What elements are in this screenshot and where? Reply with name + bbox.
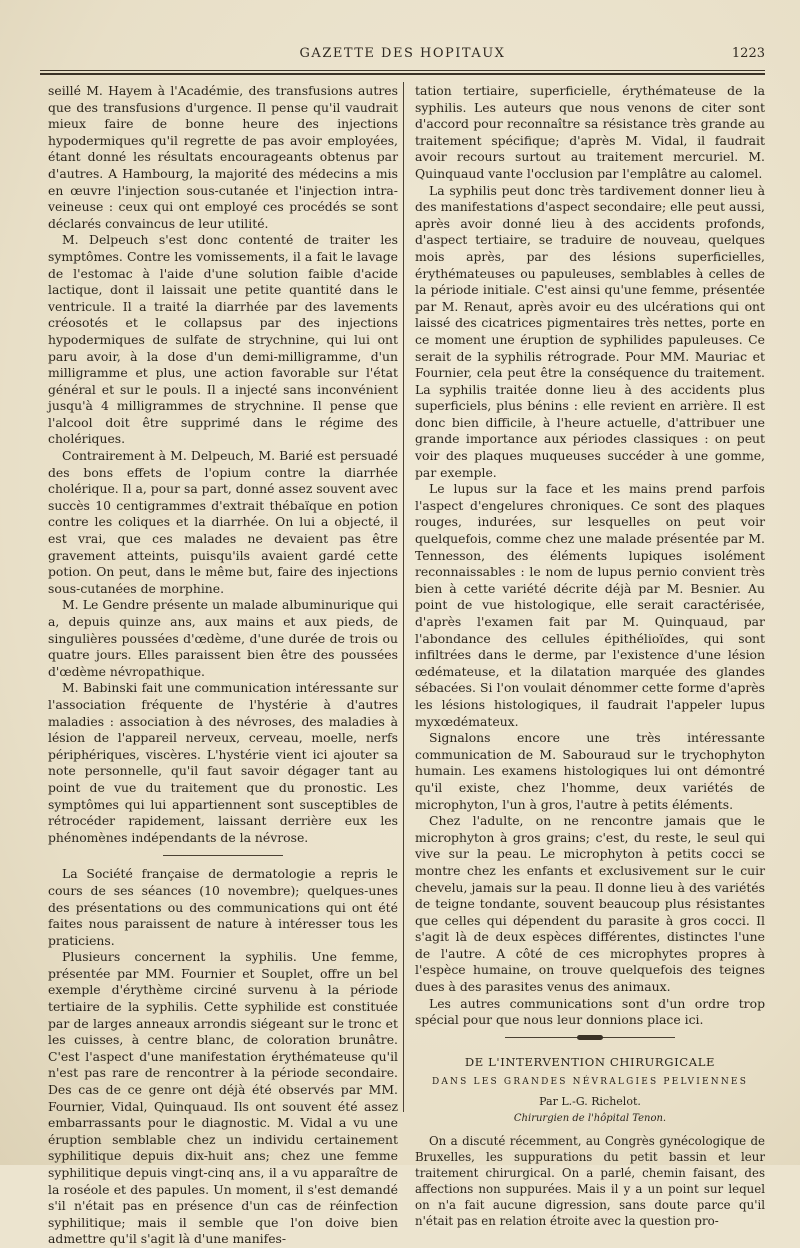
- column-divider: [403, 82, 404, 1112]
- article-body: On a discuté récemment, au Congrès gynécologique de Bruxelles, les suppurations du petit bassin et leur traitement chirurgical. On a parlé, chemin faisant, des affections non suppurées. Mais il y a un point sur lequel on n'a fait aucune digression, sans doute parce qu'il n'était pas en relation étroite avec la question pro-: [415, 1134, 765, 1229]
- paragraph: Le lupus sur la face et les mains prend parfois l'aspect d'engelures chroniques. Ce sont des plaques rouges, indurées, sur lesquelles on peut voir quelquefois, comme chez une malade présentée par M. Tennesson, des éléments lupiques isolément reconnaissables : le nom de lupus pernio convient très bien à cette variété décrite déjà par M. Besnier. Au point de vue histologique, elle serait caractérisée, d'après l'examen fait par M. Quinquaud, par l'abondance des cellules épithélioïdes, qui sont infiltrées dans le derme, par l'existence d'une lésion œdémateuse, et la dilatation marquée des glandes sébacées. Si l'on voulait dénommer cette forme d'après les lésions histologiques, il faudrait l'appeler lupus myxœdémateux.: [415, 481, 765, 729]
- article-subtitle: DANS LES GRANDES NÉVRALGIES PELVIENNES: [431, 1077, 749, 1088]
- paragraph: Chez l'adulte, on ne rencontre jamais que le microphyton à gros grains; c'est, du reste, le seul qui vive sur la peau. Le microphyton à petits cocci se montre chez les enfants et exclusivement sur le cuir chevelu, jamais sur la peau. Il donne lieu à des variétés de teigne tondante, souvent beaucoup plus résistantes que celles qui dépendent du parasite à gros cocci. Il s'agit là de deux espèces différentes, distinctes l'une de l'autre. A côté de ces microphytes propres à l'espèce humaine, on trouve quelquefois des teignes dues à des parasites venus des animaux.: [415, 813, 765, 995]
- ornament-separator: [505, 1037, 675, 1044]
- paragraph: Les autres communications sont d'un ordre trop spécial pour que nous leur donnions place ici.: [415, 995, 765, 1028]
- header-rule-thick: [40, 73, 765, 75]
- paragraph: seillé M. Hayem à l'Académie, des transfusions autres que des transfusions d'urgence. Il pense qu'il vaudrait mieux faire de bonne heure des injections hypodermiques qu'il regrette de pas avoir employées, étant donné les résultats encourageants obtenus par d'autres. A Hambourg, la majorité des médecins a mis en œuvre l'injection sous-cutanée et l'injection intra-veineuse : ceux qui ont employé ces procédés se sont déclarés convaincus de leur utilité.: [48, 83, 398, 231]
- section-separator: [163, 855, 283, 856]
- paragraph: La syphilis peut donc très tardivement donner lieu à des manifestations d'aspect secondaire; elle peut aussi, après avoir donné lieu à des accidents profonds, d'aspect tertiaire, se traduire de nouveau, quelques mois après, par des lésions superficielles, érythémateuses ou papuleuses, semblables à celles de la période initiale. C'est ainsi qu'une femme, présentée par M. Renaut, après avoir eu des ulcérations qui ont laissé des cicatrices pigmentaires très nettes, porte en ce moment une éruption de syphilides papuleuses. Ce serait de la syphilis rétrograde. Pour MM. Mauriac et Fournier, cela peut être la conséquence du traitement. La syphilis traitée donne lieu à des accidents plus superficiels, plus bénins : elle revient en arrière. Il est donc bien difficile, à l'heure actuelle, d'attribuer une grande importance aux périodes classiques : on peut voir des plaques muqueuses succéder à une gomme, par exemple.: [415, 182, 765, 480]
- paragraph: tation tertiaire, superficielle, érythémateuse de la syphilis. Les auteurs que nous venons de citer sont d'accord pour reconnaître sa résistance très grande au traitement spécifique; d'après M. Vidal, il faudrait avoir recours surtout au traitement mercuriel. M. Quinquaud vante l'occlusion par l'emplâtre au calomel.: [415, 83, 765, 181]
- left-column: [48, 83, 398, 1248]
- article-title: DE L'INTERVENTION CHIRURGICALE: [464, 1054, 716, 1069]
- right-column: [415, 83, 765, 1229]
- paragraph: Plusieurs concernent la syphilis. Une femme, présentée par MM. Fournier et Souplet, offre un bel exemple d'érythème circiné survenu à la période tertiaire de la syphilis. Cette syphilide est constituée par de larges anneaux arrondis siégeant sur le tronc et les cuisses, à centre blanc, de coloration brunâtre. C'est l'aspect d'une manifestation érythémateuse qu'il n'est pas rare de rencontrer à la période secondaire. Des cas de ce genre ont déjà été observés par MM. Fournier, Vidal, Quinquaud. Ils ont souvent été assez embarrassants pour le diagnostic. M. Vidal a vu une éruption semblable chez un individu certainement syphilitique depuis dix-huit ans; chez une femme syphilitique depuis vingt-cinq ans, il a vu apparaître de la roséole et des papules. Un moment, il s'est demandé s'il n'était pas en présence d'un cas de réinfection syphilitique; mais il semble que l'on doive bien admettre qu'il s'agit là d'une manifes-: [48, 949, 398, 1247]
- journal-title: GAZETTE DES HOPITAUX: [299, 46, 506, 61]
- article-affiliation: Chirurgien de l'hôpital Tenon.: [513, 1112, 667, 1124]
- paragraph: Signalons encore une très intéressante communication de M. Sabouraud sur le trychophyton humain. Les examens histologiques lui ont démontré qu'il existe, chez l'homme, deux variétés de microphyton, l'un à gros, l'autre à petits éléments.: [415, 730, 765, 812]
- paragraph: M. Le Gendre présente un malade albuminurique qui a, depuis quinze ans, aux mains et aux pieds, de singulières poussées d'œdème, d'une durée de trois ou quatre jours. Elles paraissent bien être des poussées d'œdème névropathique.: [48, 597, 398, 679]
- paragraph: Contrairement à M. Delpeuch, M. Barié est persuadé des bons effets de l'opium contre la diarrhée cholérique. Il a, pour sa part, donné assez souvent avec succès 10 centigrammes d'extrait thébaïque en potion contre les coliques et la diarrhée. On lui a objecté, il est vrai, que ces malades ne devaient pas être gravement atteints, puisqu'ils avaient gardé cette potion. On peut, dans le même but, faire des injections sous-cutanées de morphine.: [48, 448, 398, 596]
- header-rule-thin: [40, 70, 765, 71]
- article-author: Par L.-G. Richelot.: [539, 1095, 641, 1109]
- paragraph: M. Babinski fait une communication intéressante sur l'association fréquente de l'hystérie à d'autres maladies : association à des névroses, des maladies à lésion de l'appareil nerveux, cerveau, moelle, nerfs périphériques, viscères. L'hystérie vient ici ajouter sa note personnelle, qu'il faut savoir dégager tant au point de vue du traitement que du pronostic. Les symptômes qui lui appartiennent sont susceptibles de rétrocéder rapidement, laissant derrière eux les phénomènes indépendants de la névrose.: [48, 680, 398, 845]
- paragraph: La Société française de dermatologie a repris le cours de ses séances (10 novembre); quelques-unes des présentations ou des communications qui ont été faites nous paraissent de nature à intéresser tous les praticiens.: [48, 866, 398, 948]
- page-header: [40, 46, 765, 68]
- paragraph: M. Delpeuch s'est donc contenté de traiter les symptômes. Contre les vomissements, il a fait le lavage de l'estomac à l'aide d'une solution faible d'acide lactique, dont il laissait une petite quantité dans le ventricule. Il a traité la diarrhée par des lavements créosotés et le collapsus par des injections hypodermiques de sulfate de strychnine, qui lui ont paru avoir, à la dose d'un demi-milligramme, d'un milligramme et plus, une action favorable sur l'état général et sur le pouls. Il a injecté sans inconvénient jusqu'à 4 milligrammes de strychnine. Il pense que l'alcool doit être supprimé dans le régime des cholériques.: [48, 232, 398, 447]
- page-number: 1223: [731, 46, 765, 61]
